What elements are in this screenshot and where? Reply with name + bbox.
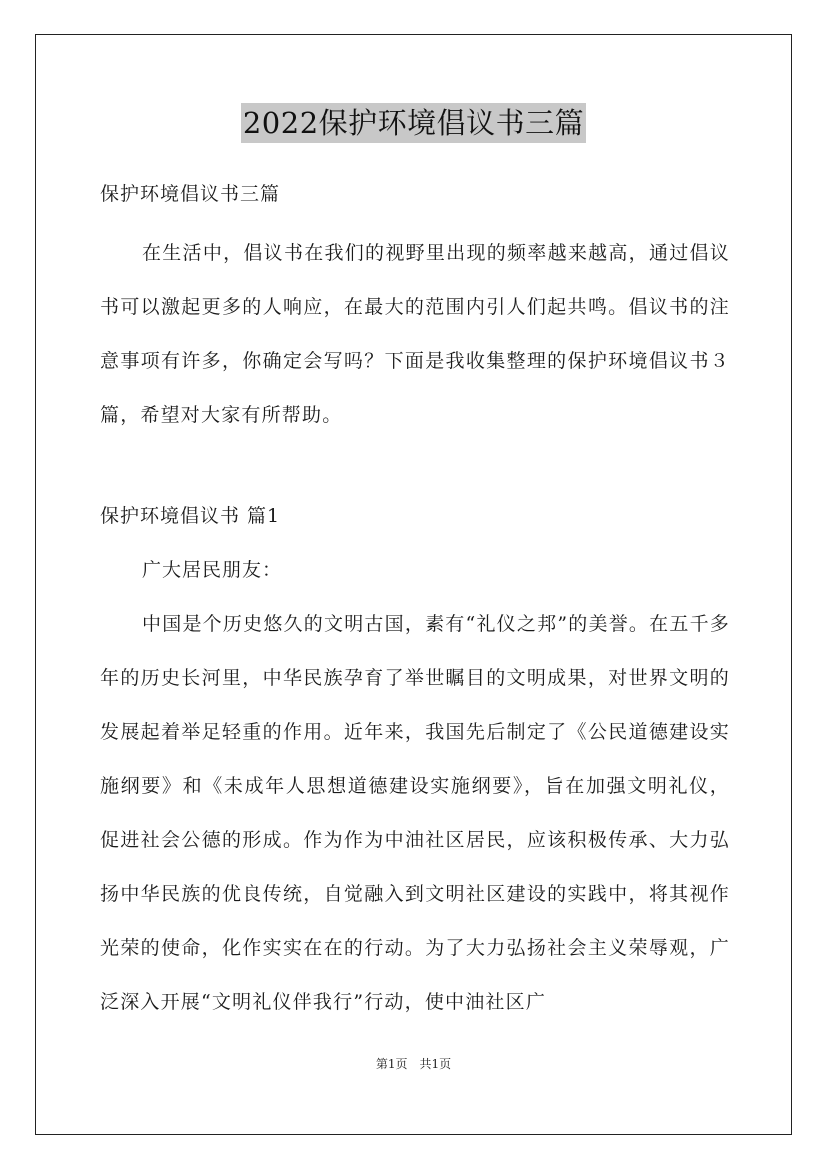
document-subtitle: 保护环境倡议书三篇 [100,183,281,205]
body-paragraph: 中国是个历史悠久的文明古国，素有“礼仪之邦”的美誉。在五千多年的历史长河里，中华民族孕育了举世瞩目的文明成果，对世界文明的发展起着举足轻重的作用。近年来，我国先后制定了《公民道德建设实施纲要》和《未成年人思想道德建设实施纲要》，旨在加强文明礼仪，促进社会公德的形成。作为作为中油社区居民，应该积极传承、大力弘扬中华民族的优良传统，自觉融入到文明社区建设的实践中，将其视作光荣的使命，化作实实在在的行动。为了大力弘扬社会主义荣辱观，广泛深入开展“文明礼仪伴我行”行动，使中油社区广 [100,613,730,1013]
greeting-line: 广大居民朋友： [142,559,283,581]
page-footer: 第1页 共1页 [375,1057,452,1071]
document-body [100,172,730,1029]
title-container [0,103,827,143]
section-spacer [100,442,730,489]
section-heading: 保护环境倡议书 篇1 [100,505,281,527]
intro-paragraph: 在生活中，倡议书在我们的视野里出现的频率越来越高，通过倡议书可以激起更多的人响应，在最大的范围内引人们起共鸣。倡议书的注意事项有许多，你确定会写吗？下面是我收集整理的保护环境倡议书３篇，希望对大家有所帮助。 [100,242,730,426]
document-title: 2022保护环境倡议书三篇 [241,103,586,143]
